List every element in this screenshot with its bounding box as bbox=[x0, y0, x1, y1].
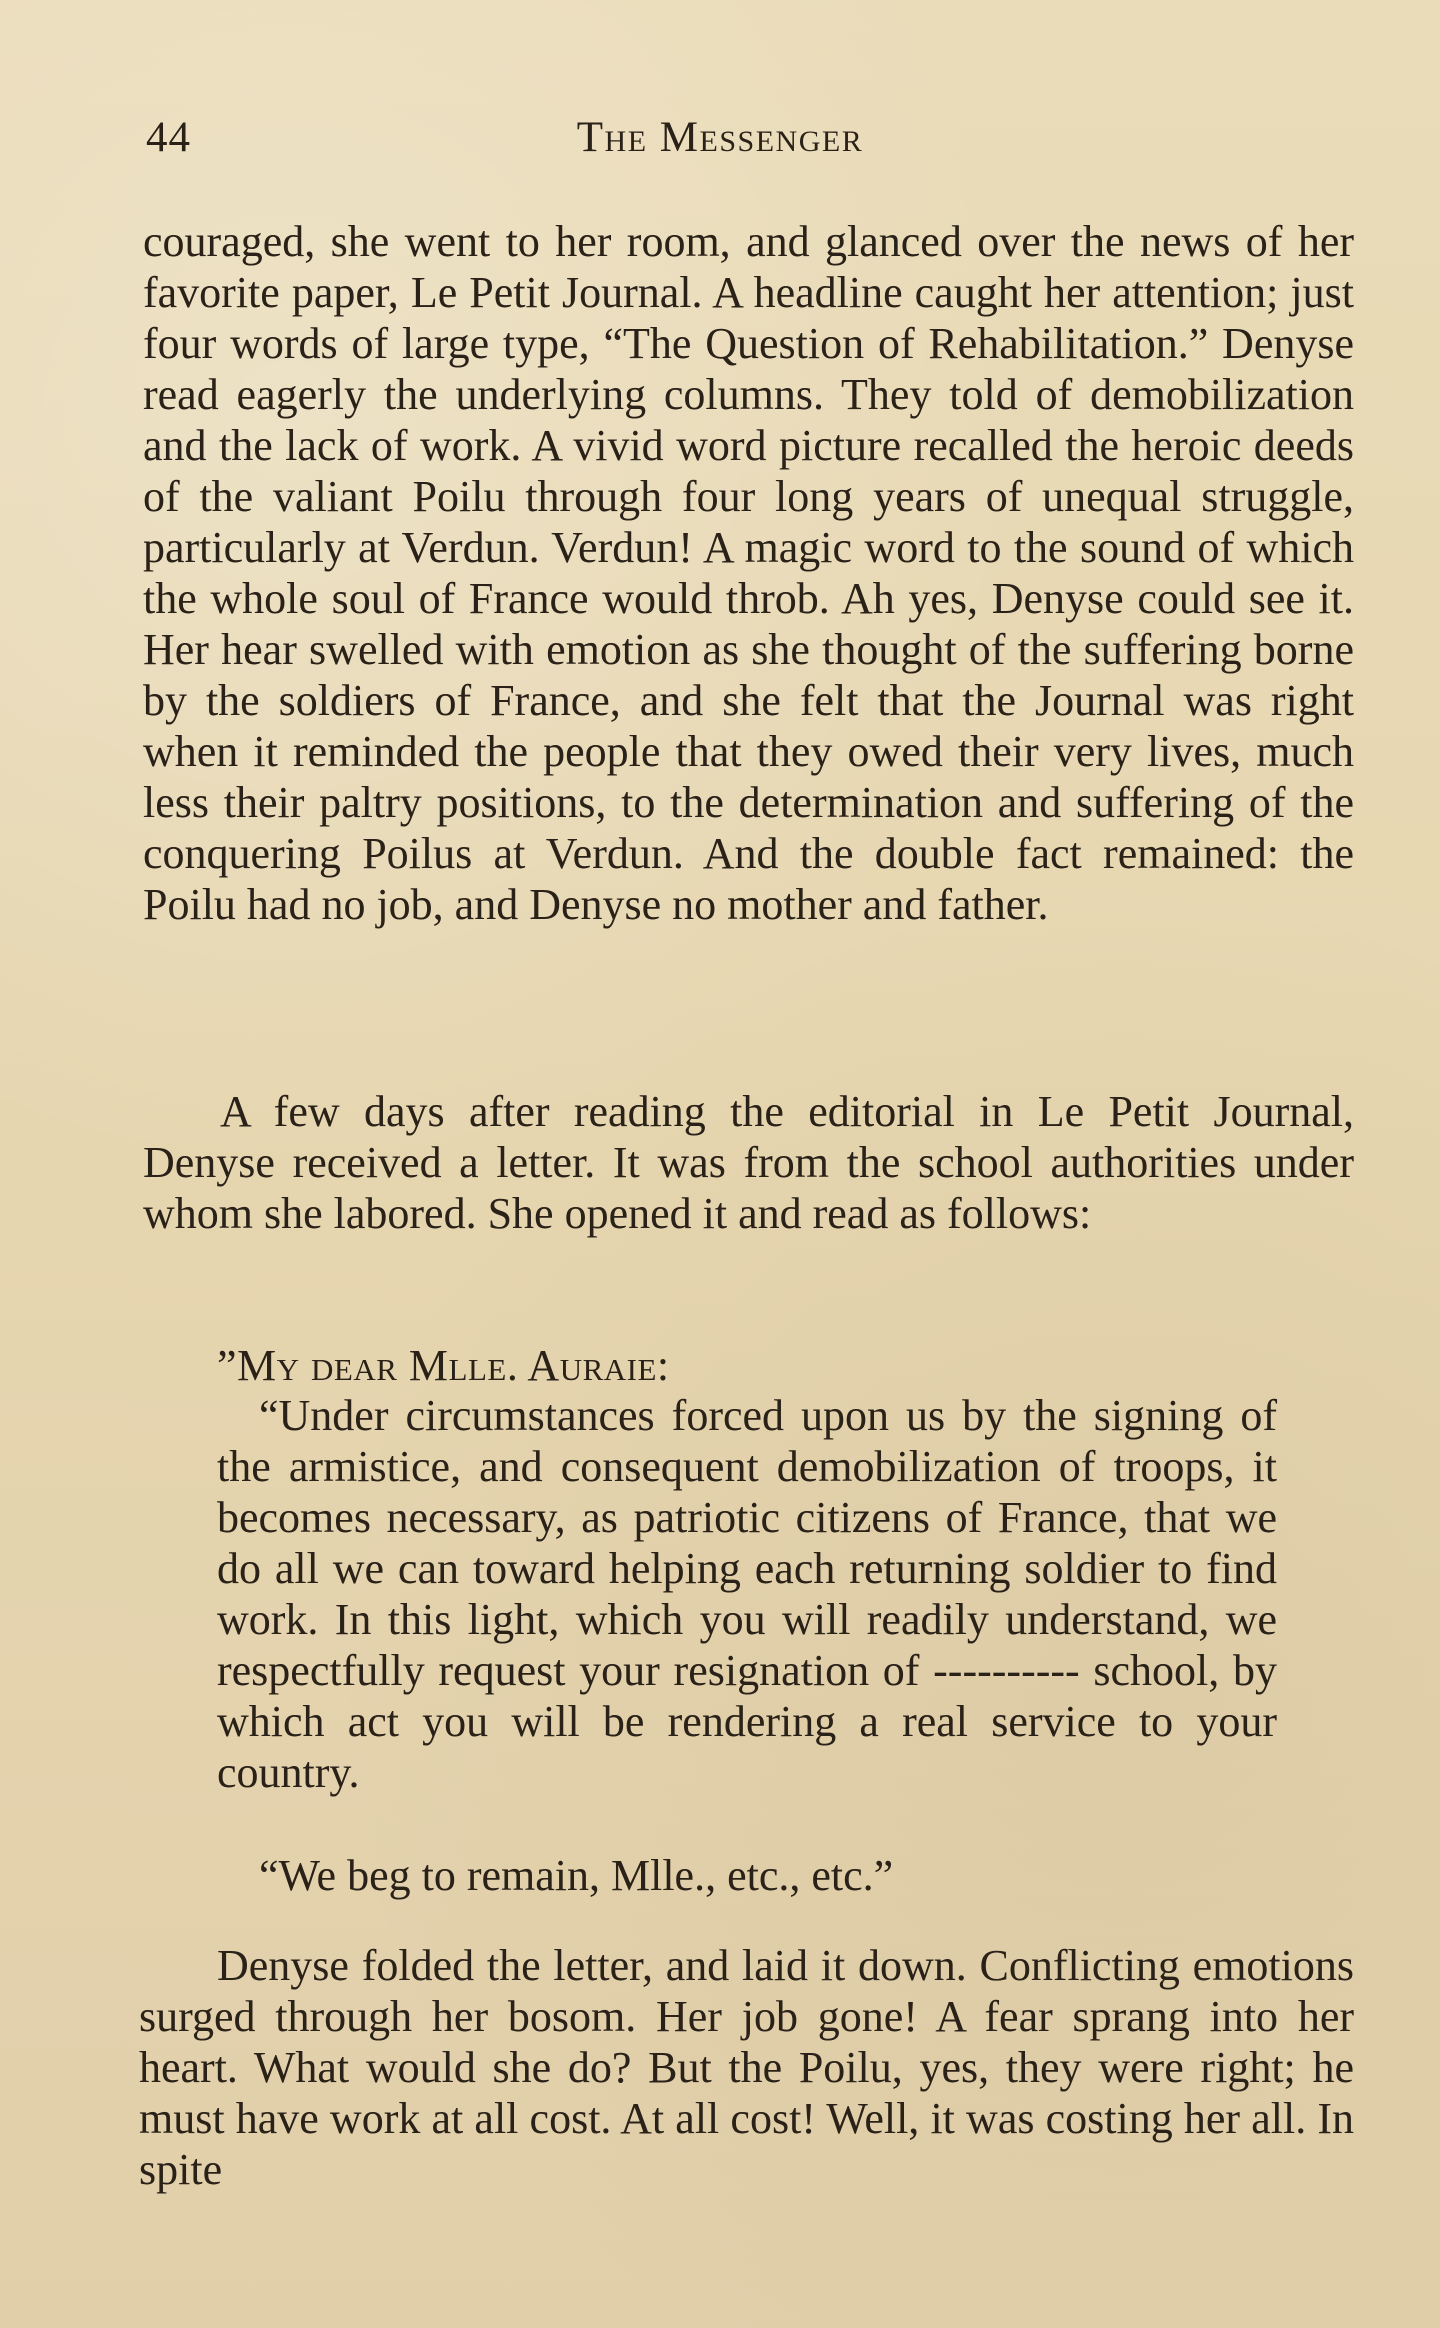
letter-closing: “We beg to remain, Mlle., etc., etc.” bbox=[259, 1851, 894, 1900]
paragraph-1: couraged, she went to her room, and glanced over the news of her favorite paper, Le Petit Journal. A headline caught her attention; just four words of large type, “The Question of Rehabilitation.” Denyse read eagerly the underlying columns. They told of demobilization and the lack of work. A vivid word picture recalled the heroic deeds of the valiant Poilu through four long years of unequal struggle, particularly at Verdun. Verdun! A magic word to the sound of which the whole soul of France would throb. Ah yes, Denyse could see it. Her hear swelled with emotion as she thought of the suffering borne by the soldiers of France, and she felt that the Journal was right when it reminded the people that they owed their very lives, much less their paltry positions, to the determination and suffering of the conquering Poilus at Verdun. And the double fact remained: the Poilu had no job, and Denyse no mother and father. bbox=[143, 217, 1354, 929]
paragraph-3: Denyse folded the letter, and laid it down. Conflicting emotions surged through her bosom. Her job gone! A fear sprang into her heart. What would she do? But the Poilu, yes, they were right; he must have work at all cost. At all cost! Well, it was costing her all. In spite bbox=[139, 1941, 1354, 2194]
letter-salutation: ”My dear Mlle. Auraie: bbox=[217, 1341, 670, 1390]
paragraph-2: A few days after reading the editorial in Le Petit Journal, Denyse received a letter. It was from the school authorities under whom she labored. She opened it and read as follows: bbox=[143, 1087, 1354, 1238]
page-number: 44 bbox=[146, 114, 191, 161]
running-title: The Messenger bbox=[576, 114, 864, 161]
letter-body: “Under circumstances forced upon us by the signing of the armistice, and consequent demobilization of troops, it becomes necessary, as patriotic citizens of France, that we do all we can toward helping each returning soldier to find work. In this light, which you will readily understand, we respectfully request your resignation of ---------- school, by which act you will be rendering a real service to your country. bbox=[217, 1391, 1277, 1797]
page-header bbox=[0, 113, 1440, 173]
